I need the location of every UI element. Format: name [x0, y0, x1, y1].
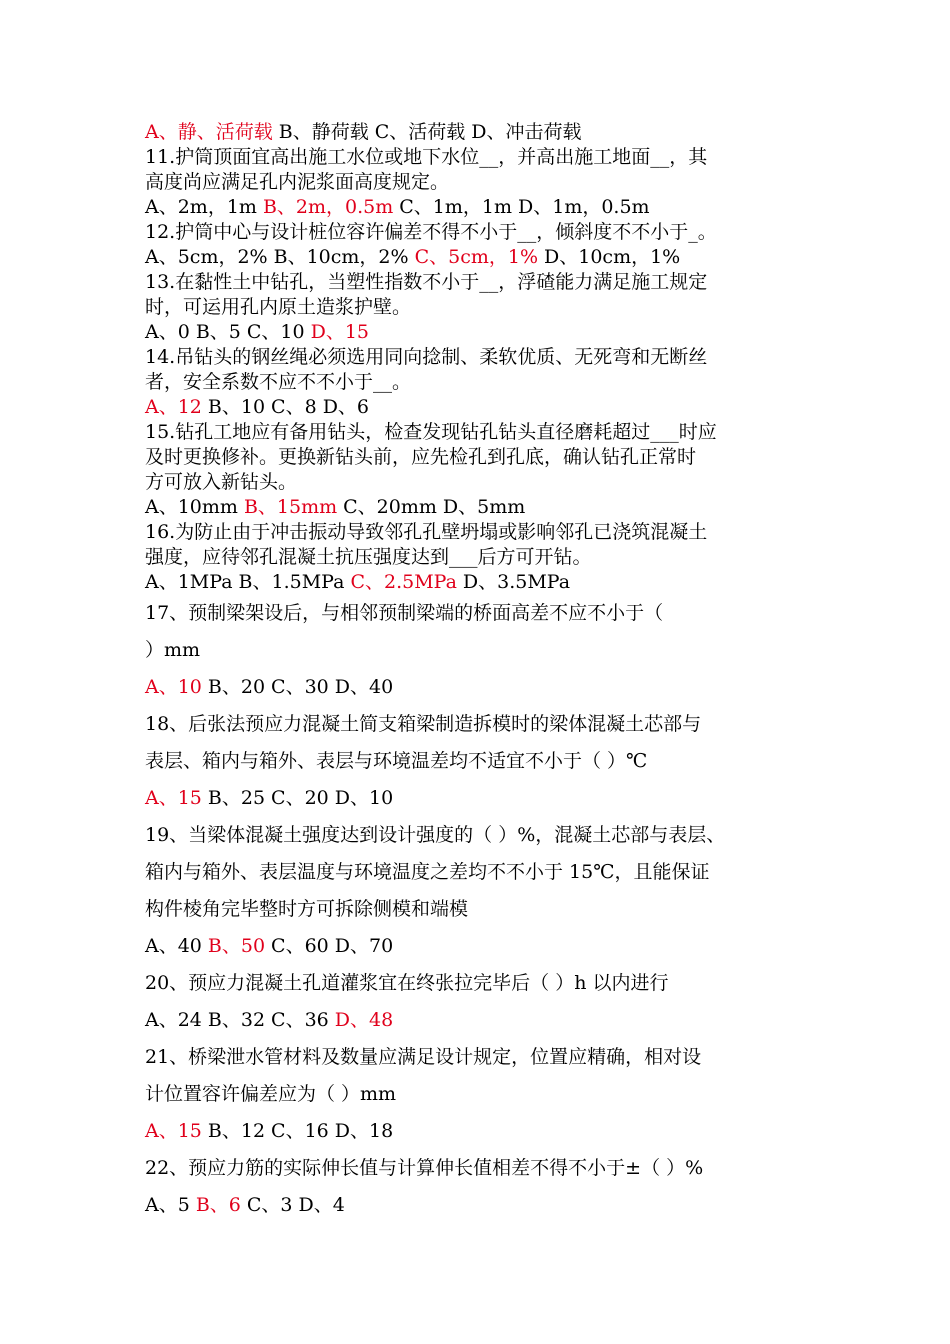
question-text-line: 19、当梁体混凝土强度达到设计强度的（ ）%，混凝土芯部与表层、 [145, 824, 726, 846]
option: C、活荷载 [374, 121, 466, 143]
option: B、20 [207, 676, 266, 698]
option: C、30 [271, 676, 329, 698]
correct-option: B、50 [207, 935, 266, 957]
question-text-line: 及时更换修补。更换新钻头前，应先检孔到孔底，确认钻孔正常时 [145, 446, 697, 468]
question-text-line: 16.为防止由于冲击振动导致邻孔孔壁坍塌或影响邻孔已浇筑混凝土 [145, 521, 708, 543]
correct-option: C、5cm，1% [414, 246, 539, 268]
question-text-line: 11.护筒顶面宜高出施工水位或地下水位__，并高出施工地面__，其 [145, 146, 708, 168]
answer-options-line [145, 669, 815, 706]
correct-option: A、静、活荷载 [145, 121, 273, 143]
option: A、24 [145, 1009, 202, 1031]
question-text-line: 21、桥梁泄水管材料及数量应满足设计规定，位置应精确，相对设 [145, 1046, 702, 1068]
option: D、6 [322, 396, 370, 418]
option: B、5 [195, 321, 241, 343]
answer-options-line [145, 320, 815, 345]
answer-options-line [145, 495, 815, 520]
question-text-line: 者，安全系数不应不不小于__。 [145, 371, 412, 393]
question-text-line: 15.钻孔工地应有备用钻头，检查发现钻孔钻头直径磨耗超过___时应 [145, 421, 717, 443]
question-text-line: 高度尚应满足孔内泥浆面高度规定。 [145, 171, 450, 193]
question-text-line: 20、预应力混凝土孔道灌浆宜在终张拉完毕后（ ）h 以内进行 [145, 972, 669, 994]
option: D、1m，0.5m [518, 196, 650, 218]
option: C、10 [246, 321, 305, 343]
correct-option: D、48 [334, 1009, 394, 1031]
option: B、12 [207, 1120, 266, 1142]
option: D、40 [334, 676, 394, 698]
answer-options-line [145, 245, 815, 270]
document-body [145, 120, 815, 1224]
option: B、1.5MPa [238, 571, 345, 593]
option: D、3.5MPa [462, 571, 571, 593]
answer-options-line [145, 780, 815, 817]
question-text-line: 14.吊钻头的钢丝绳必须选用同向捻制、柔软优质、无死弯和无断丝 [145, 346, 708, 368]
option: D、4 [298, 1194, 345, 1216]
answer-options-line [145, 1187, 815, 1224]
option: C、36 [271, 1009, 329, 1031]
answer-options-line [145, 395, 815, 420]
answer-options-line [145, 195, 815, 220]
option: A、1MPa [145, 571, 233, 593]
option: C、20mm [343, 496, 437, 518]
option: B、25 [207, 787, 266, 809]
correct-option: A、15 [145, 787, 202, 809]
option: D、10 [334, 787, 394, 809]
option: C、3 [246, 1194, 293, 1216]
option: C、20 [271, 787, 329, 809]
option: A、10mm [145, 496, 238, 518]
option: C、1m，1m [399, 196, 512, 218]
option: B、32 [207, 1009, 266, 1031]
question-text-line: 13.在黏性土中钻孔，当塑性指数不小于__，浮碴能力满足施工规定 [145, 271, 708, 293]
question-text-line: 22、预应力筋的实际伸长值与计算伸长值相差不得不小于±（ ）% [145, 1157, 704, 1179]
option: D、冲击荷载 [471, 121, 582, 143]
option: B、静荷载 [278, 121, 369, 143]
correct-option: D、15 [310, 321, 370, 343]
option: B、10 [207, 396, 266, 418]
correct-option: A、12 [145, 396, 202, 418]
answer-options-line [145, 120, 815, 145]
question-text-line: 18、后张法预应力混凝土简支箱梁制造拆模时的梁体混凝土芯部与 [145, 713, 702, 735]
answer-options-line [145, 1113, 815, 1150]
question-text-line: 构件棱角完毕整时方可拆除侧模和端模 [145, 898, 469, 920]
question-text-line: 时，可运用孔内原土造浆护壁。 [145, 296, 412, 318]
correct-option: B、15mm [243, 496, 338, 518]
option: D、5mm [442, 496, 526, 518]
correct-option: B、6 [195, 1194, 241, 1216]
answer-options-line [145, 1002, 815, 1039]
question-text-line: 12.护筒中心与设计桩位容许偏差不得不小于__，倾斜度不不小于_。 [145, 221, 717, 243]
answer-options-line [145, 928, 815, 965]
correct-option: A、15 [145, 1120, 202, 1142]
option: D、70 [334, 935, 394, 957]
question-text-line: 方可放入新钻头。 [145, 471, 298, 493]
question-text-line: 17、预制梁架设后，与相邻预制梁端的桥面高差不应不小于（ [145, 602, 664, 624]
correct-option: B、2m，0.5m [262, 196, 394, 218]
option: A、2m，1m [145, 196, 257, 218]
question-text-line: 箱内与箱外、表层温度与环境温度之差均不不小于 15℃，且能保证 [145, 861, 710, 883]
option: A、5cm，2% [145, 246, 268, 268]
correct-option: C、2.5MPa [350, 571, 457, 593]
question-text-line: 表层、箱内与箱外、表层与环境温差均不适宜不小于（ ）℃ [145, 750, 648, 772]
option: D、18 [334, 1120, 394, 1142]
option: B、10cm，2% [273, 246, 409, 268]
option: A、0 [145, 321, 190, 343]
option: C、8 [271, 396, 317, 418]
option: C、60 [271, 935, 329, 957]
answer-options-line [145, 570, 815, 595]
question-text-line: 强度，应待邻孔混凝土抗压强度达到___后方可开钻。 [145, 546, 592, 568]
option: A、5 [145, 1194, 190, 1216]
question-text-line: 计位置容许偏差应为（ ）mm [145, 1083, 397, 1105]
correct-option: A、10 [145, 676, 202, 698]
option: C、16 [271, 1120, 329, 1142]
question-text-line: ）mm [145, 639, 201, 661]
option: D、10cm，1% [544, 246, 681, 268]
option: A、40 [145, 935, 202, 957]
